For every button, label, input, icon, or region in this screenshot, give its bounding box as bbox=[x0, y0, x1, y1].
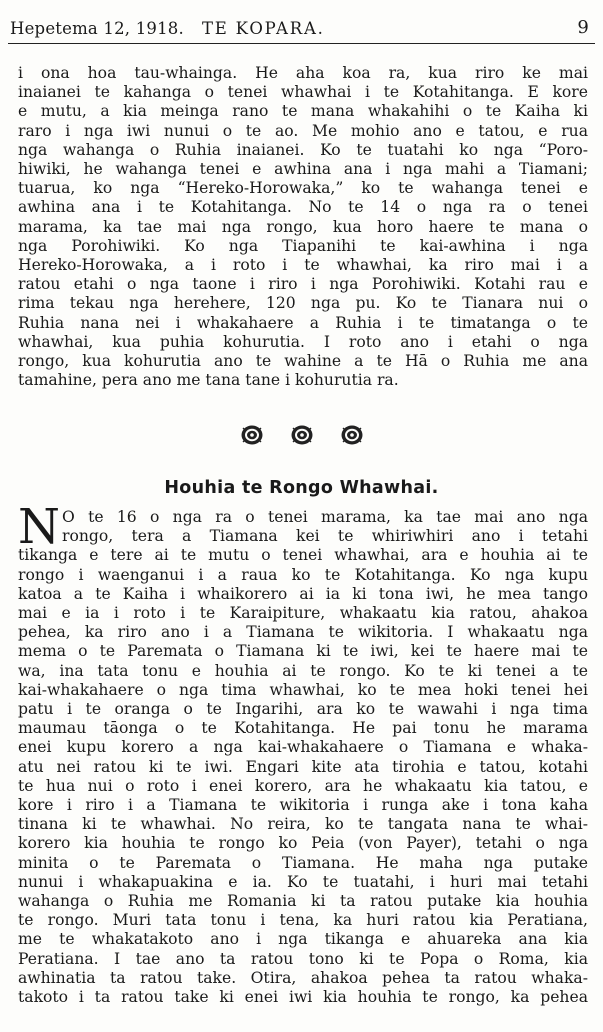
text-line: kai-whakahaere o nga tima whawhai, ko te mea hoki tenei hei bbox=[18, 680, 588, 699]
text-line: maumau tāonga o te Kotahitanga. He pai tonu he marama bbox=[18, 719, 588, 738]
text-line: wa, ina tata tonu e houhia ai te rongo. Ko te ki tenei a te bbox=[18, 661, 588, 680]
rosette-ornament-icon bbox=[340, 424, 364, 446]
text-line: hiwiki, he wahanga tenei e awhina ana i nga mahi a Tiamani; bbox=[18, 160, 588, 179]
rosette-ornament-icon bbox=[290, 424, 314, 446]
text-line: e mutu, a kia meinga rano te mana whakahihi o te Kaiha ki bbox=[18, 102, 588, 121]
rosette-ornament-icon bbox=[240, 424, 264, 446]
header-title: TE KOPARA. bbox=[201, 19, 325, 38]
text-line: pehea, ka riro ano i a Tiamana te wikitoria. I whakaatu nga bbox=[18, 623, 588, 642]
text-line: Ruhia nana nei i whakahaere a Ruhia i te timatanga o te bbox=[18, 313, 588, 332]
text-line: nunui i whakapuakina e ia. Ko te tuatahi, i huri mai tetahi bbox=[18, 872, 588, 891]
text-line: korero kia houhia te rongo ko Peia (von Payer), tetahi o nga bbox=[18, 834, 588, 853]
article-heading: Houhia te Rongo Whawhai. bbox=[164, 478, 439, 498]
text-line: patu i te oranga o te Ingarihi, ara ko te wawahi i nga tima bbox=[18, 700, 588, 719]
section1-paragraph bbox=[18, 64, 588, 390]
text-line: tinana ki te whawhai. No reira, ko te tangata nana te whai- bbox=[18, 815, 588, 834]
text-line: kore i riro i a Tiamana te wikitoria i runga ake i tona kaha bbox=[18, 796, 588, 815]
text-line: mai e ia i roto i te Karaipiture, whakaatu kia ratou, ahakoa bbox=[18, 604, 588, 623]
section2-paragraph bbox=[18, 508, 588, 1007]
text-line: awhinatia ta ratou take. Otira, ahakoa pehea ta ratou whaka- bbox=[18, 968, 588, 987]
text-line: takoto i ta ratou take ki enei iwi kia houhia te rongo, ka pehea bbox=[18, 988, 588, 1007]
text-line: te hua nui o roto i enei korero, ara he whakaatu kia tatou, e bbox=[18, 776, 588, 795]
text-line: rima tekau nga herehere, 120 nga pu. Ko te Tianara nui o bbox=[18, 294, 588, 313]
text-line: nga Porohiwiki. Ko nga Tiapanihi te kai-awhina i nga bbox=[18, 236, 588, 255]
text-line: Hereko-Horowaka, a i roto i te whawhai, ka riro mai i a bbox=[18, 256, 588, 275]
text-line: rongo, tera a Tiamana kei te whiriwhiri ano i tetahi bbox=[62, 527, 588, 546]
text-line: nga wahanga o Ruhia inaianei. Ko te tuatahi ko nga “Poro- bbox=[18, 140, 588, 159]
text-line: tamahine, pera ano me tana tane i kohurutia ra. bbox=[18, 371, 399, 390]
text-line: me te whakatakoto ano i nga tikanga e ahuareka ana kia bbox=[18, 930, 588, 949]
text-line: atu nei ratou ki te iwi. Engari kite ata tirohia e tatou, kotahi bbox=[18, 757, 588, 776]
text-line: awhina ana i te Kotahitanga. No te 14 o nga ra o tenei bbox=[18, 198, 588, 217]
text-line: rongo, kua kohurutia ano te wahine a te Hā o Ruhia me ana bbox=[18, 352, 588, 371]
text-line: tuarua, ko nga “Hereko-Horowaka,” ko te wahanga tenei e bbox=[18, 179, 588, 198]
text-line: tikanga e tere ai te mutu o tenei whawhai, ara e houhia ai te bbox=[18, 546, 588, 565]
running-header bbox=[10, 8, 589, 38]
text-line: mema o te Paremata o Tiamana ki te iwi, kei te haere mai te bbox=[18, 642, 588, 661]
header-date: Hepetema 12, 1918. bbox=[10, 19, 184, 38]
text-line: te rongo. Muri tata tonu i tena, ka huri ratou kia Peratiana, bbox=[18, 911, 588, 930]
header-rule bbox=[8, 43, 595, 44]
text-line: whawhai, kua puhia kohurutia. I roto ano i etahi o nga bbox=[18, 332, 588, 351]
text-line: wahanga o Ruhia me Romania ki ta ratou putake kia houhia bbox=[18, 892, 588, 911]
page-number: 9 bbox=[577, 17, 589, 38]
text-line: enei kupu korero a nga kai-whakahaere o Tiamana e whaka- bbox=[18, 738, 588, 757]
text-line: i ona hoa tau-whainga. He aha koa ra, kua riro ke mai bbox=[18, 64, 588, 82]
drop-cap: N bbox=[18, 499, 60, 555]
text-line: inaianei te kahanga o tenei whawhai i te Kotahitanga. E kore bbox=[18, 83, 588, 102]
text-line: katoa a te Kaiha i whaikorero ai ia ki tona iwi, he mea tango bbox=[18, 584, 588, 603]
text-line: raro i nga iwi nunui o te ao. Me mohio ano e tatou, e rua bbox=[18, 121, 588, 140]
text-line: minita o te Paremata o Tiamana. He maha nga putake bbox=[18, 853, 588, 872]
text-line: rongo i waenganui i a raua ko te Kotahitanga. Ko nga kupu bbox=[18, 565, 588, 584]
section-divider-ornaments bbox=[0, 424, 603, 446]
text-line: Peratiana. I tae ano ta ratou tono ki te Popa o Roma, kia bbox=[18, 949, 588, 968]
text-line: marama, ka tae mai nga rongo, kua horo haere te mana o bbox=[18, 217, 588, 236]
text-line: ratou etahi o nga taone i riro i nga Porohiwiki. Kotahi rau e bbox=[18, 275, 588, 294]
text-line: O te 16 o nga ra o tenei marama, ka tae mai ano nga bbox=[62, 508, 588, 526]
